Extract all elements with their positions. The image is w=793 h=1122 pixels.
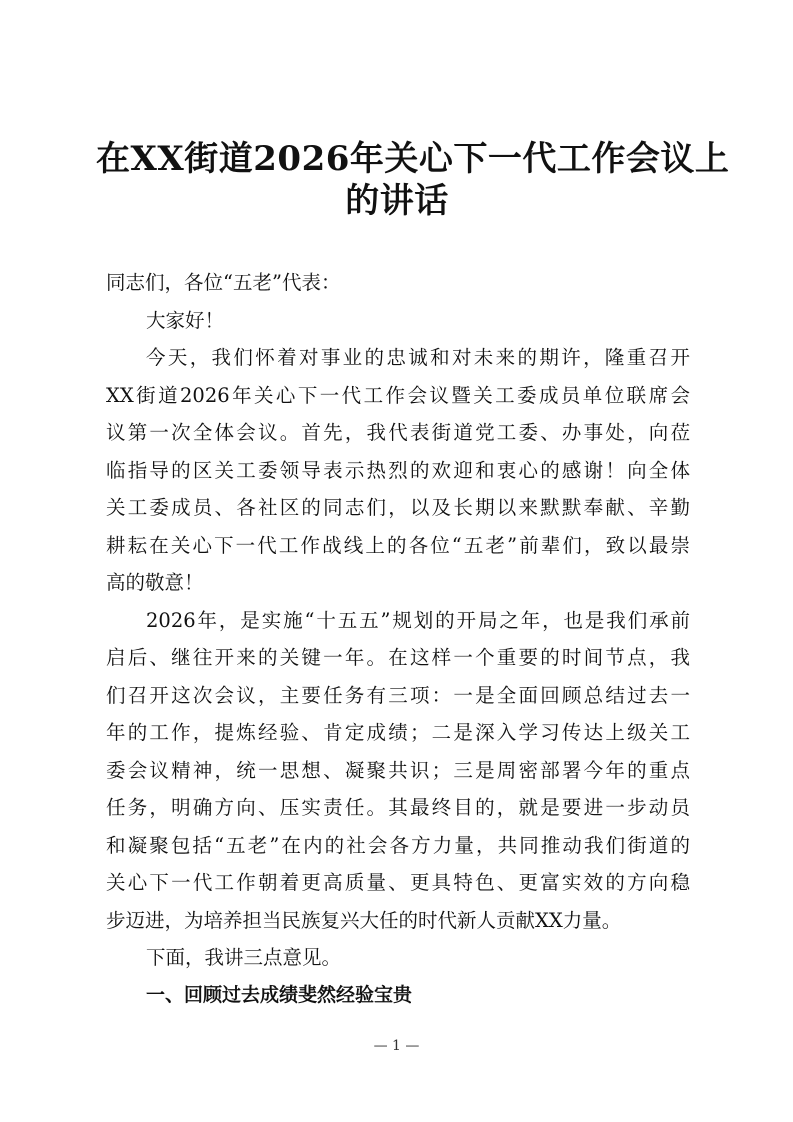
page-number: — 1 — [373, 1038, 420, 1054]
paragraph-line: 年的工作，提炼经验、肯定成绩；二是深入学习传达上级关工 [106, 721, 690, 744]
paragraph-2 [106, 602, 690, 940]
section-heading-1: 一、回顾过去成绩斐然经验宝贵 [146, 983, 413, 1006]
paragraph-line: 今天，我们怀着对事业的忠诚和对未来的期许，隆重召开 [146, 346, 690, 369]
paragraph-line: 任务，明确方向、压实责任。其最终目的，就是要进一步动员 [106, 796, 690, 819]
paragraph-3: 下面，我讲三点意见。 [146, 946, 342, 969]
paragraph-line: 关工委成员、各社区的同志们，以及长期以来默默奉献、辛勤 [106, 496, 690, 519]
salutation: 同志们，各位“五老”代表： [106, 271, 341, 294]
paragraph-1 [106, 339, 690, 602]
paragraph-line: 委会议精神，统一思想、凝聚共识；三是周密部署今年的重点 [106, 758, 690, 782]
paragraph-line: 们召开这次会议，主要任务有三项：一是全面回顾总结过去一 [106, 683, 690, 707]
paragraph-line: 耕耘在关心下一代工作战线上的各位“五老”前辈们，致以最崇 [106, 533, 690, 557]
paragraph-line: 临指导的区关工委领导表示热烈的欢迎和衷心的感谢！向全体 [106, 458, 690, 482]
paragraph-line: 关心下一代工作朝着更高质量、更具特色、更富实效的方向稳 [106, 871, 690, 894]
title-line-2: 的讲话 [345, 181, 449, 221]
paragraph-line: 和凝聚包括“五老”在内的社会各方力量，共同推动我们街道的 [106, 833, 690, 857]
paragraph-line: XX街道2026年关心下一代工作会议暨关工委成员单位联席会 [106, 383, 690, 407]
paragraph-line: 高的敬意！ [106, 571, 204, 594]
paragraph-line: 步迈进，为培养担当民族复兴大任的时代新人贡献XX力量。 [106, 908, 622, 932]
paragraph-line: 启后、继往开来的关键一年。在这样一个重要的时间节点，我 [106, 646, 690, 669]
paragraph-line: 议第一次全体会议。首先，我代表街道党工委、办事处，向莅 [106, 421, 690, 444]
document-body [106, 264, 690, 1014]
paragraph-line: 2026年，是实施“十五五”规划的开局之年，也是我们承前 [146, 608, 690, 632]
document-title [96, 138, 730, 222]
title-line-1: 在XX街道2026年关心下一代工作会议上 [96, 139, 730, 179]
greeting: 大家好！ [146, 308, 225, 332]
